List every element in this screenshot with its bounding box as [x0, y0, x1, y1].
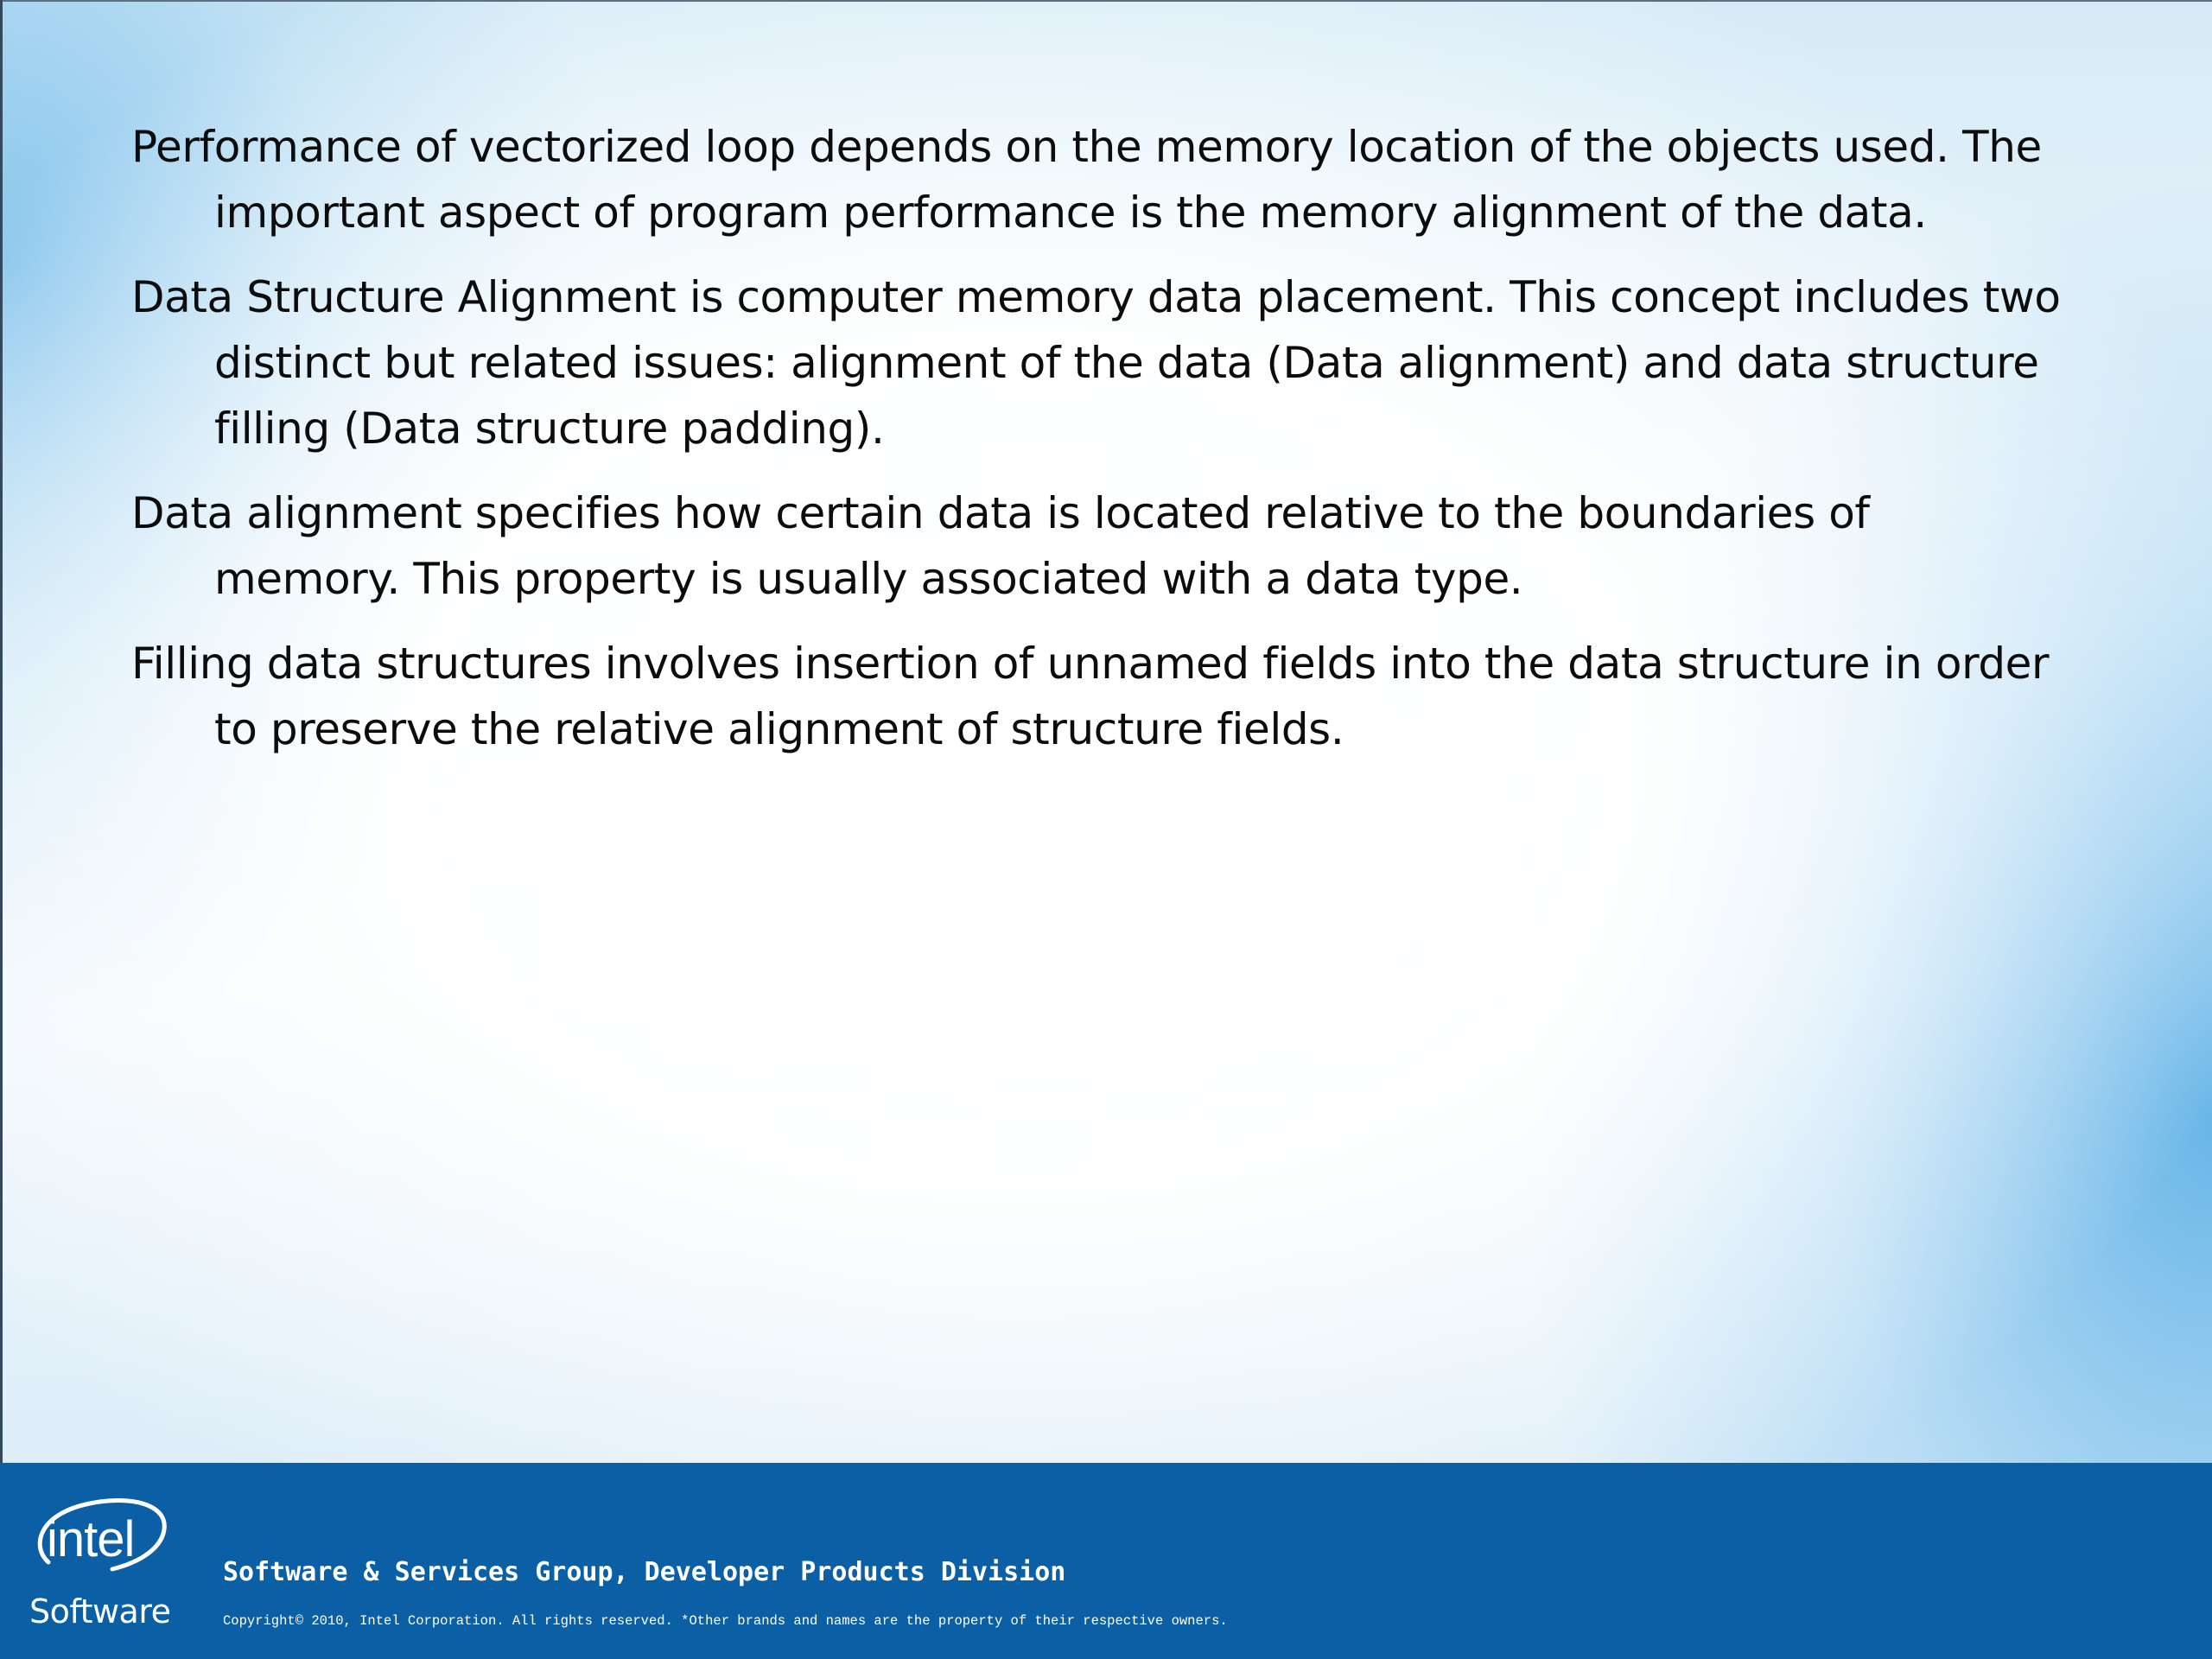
frame-left-border — [0, 0, 3, 1463]
intel-software-logo — [29, 1495, 176, 1637]
slide-body — [131, 114, 2067, 781]
paragraph-filling-data-structures: Filling data structures involves insertion of unnamed fields into the data structure in order to preserve the relative alignment of structure fields. — [131, 639, 2050, 754]
footer-division: Software & Services Group, Developer Products Division — [223, 1557, 1066, 1587]
paragraph-data-alignment: Data alignment specifies how certain data is located relative to the boundaries of memory. This property is usually associated with a data type. — [131, 488, 1870, 604]
logo-intel-text: intel — [47, 1511, 135, 1567]
logo-software-text: Software — [29, 1592, 171, 1630]
frame-top-border — [0, 0, 2212, 2]
footer-copyright: Copyright© 2010, Intel Corporation. All rights reserved. *Other brands and names are the property of their respective owners. — [223, 1613, 1228, 1629]
paragraph-data-structure-alignment: Data Structure Alignment is computer memory data placement. This concept includes two distinct but related issues: alignment of the data (Data alignment) and data structure filling (Data structure padding). — [131, 272, 2061, 454]
paragraph-vectorized-loop: Performance of vectorized loop depends on the memory location of the objects used. The important aspect of program performance is the memory alignment of the data. — [131, 122, 2042, 238]
